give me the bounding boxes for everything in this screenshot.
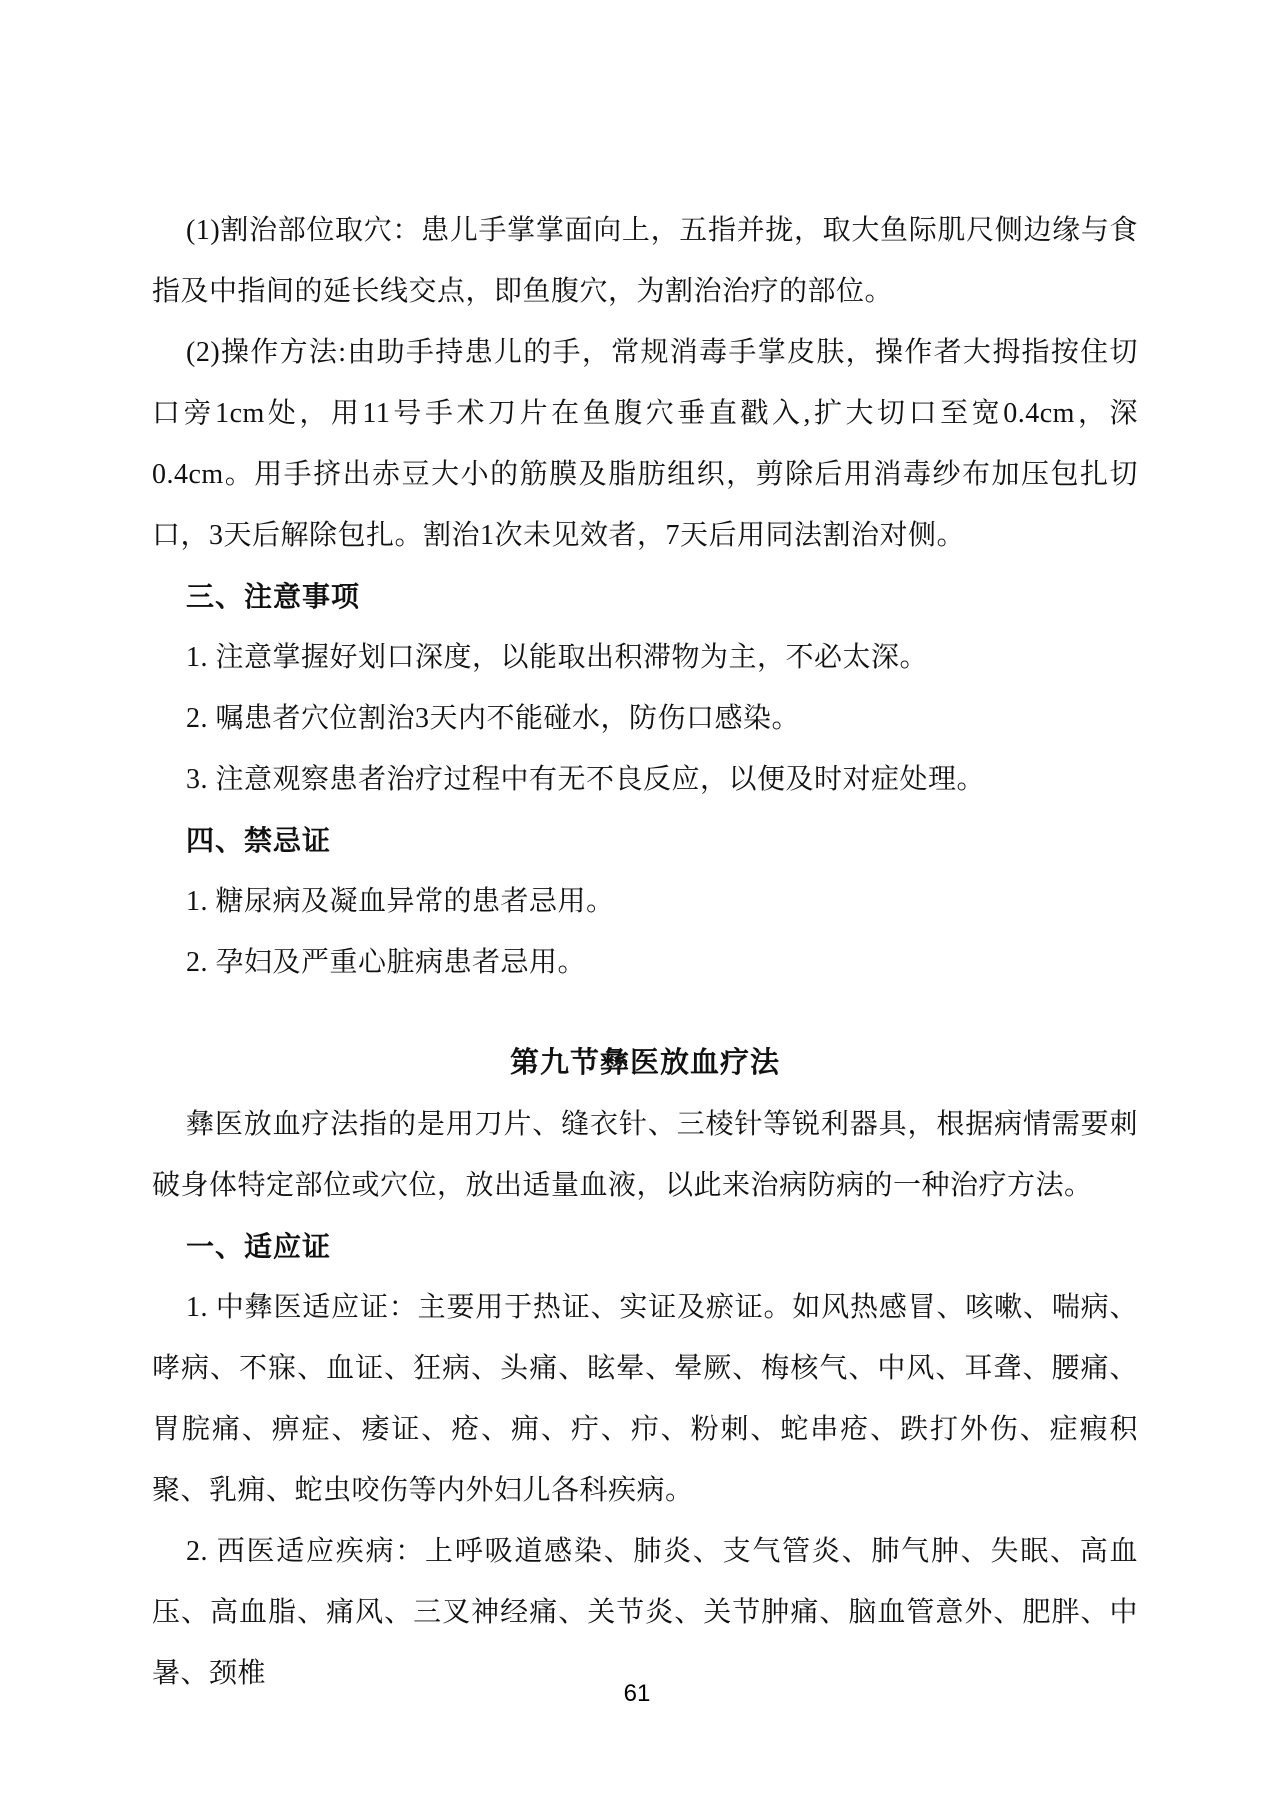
precaution-item: 1. 注意掌握好划口深度，以能取出积滞物为主，不必太深。 <box>186 642 929 673</box>
paragraph-procedure-point: (1)割治部位取穴：患儿手掌掌面向上，五指并拢，取大鱼际肌尺侧边缘与食指及中指间的延长线交点，即鱼腹穴，为割治治疗的部位。 <box>152 215 1138 307</box>
heading-indications: 一、适应证 <box>186 1231 332 1262</box>
paragraph-procedure-method: (2)操作方法:由助手持患儿的手，常规消毒手掌皮肤，操作者大拇指按住切口旁1cm处，用11号手术刀片在鱼腹穴垂直戳入,扩大切口至宽0.4cm，深0.4cm。用手挤出赤豆大小的筋膜及脂肪组织，剪除后用消毒纱布加压包扎切口，3天后解除包扎。割治1次未见效者，7天后用同法割治对侧。 <box>152 337 1138 551</box>
contraindication-item: 1. 糖尿病及凝血异常的患者忌用。 <box>186 886 615 917</box>
precaution-item: 2. 嘱患者穴位割治3天内不能碰水，防伤口感染。 <box>186 703 801 734</box>
heading-contraindications: 四、禁忌证 <box>186 825 332 856</box>
section-title-bloodletting-therapy: 第九节彝医放血疗法 <box>509 1047 780 1079</box>
document-text-area <box>152 200 1138 1704</box>
precaution-item: 3. 注意观察患者治疗过程中有无不良反应，以便及时对症处理。 <box>186 764 986 795</box>
contraindication-item: 2. 孕妇及严重心脏病患者忌用。 <box>186 947 587 978</box>
paragraph-section-intro: 彝医放血疗法指的是用刀片、缝衣针、三棱针等锐利器具，根据病情需要刺破身体特定部位或穴位，放出适量血液，以此来治病防病的一种治疗方法。 <box>152 1109 1138 1201</box>
heading-precautions: 三、注意事项 <box>186 581 361 612</box>
indications-item: 2. 西医适应疾病：上呼吸道感染、肺炎、支气管炎、肺气肿、失眠、高血压、高血脂、痛风、三叉神经痛、关节炎、关节肿痛、脑血管意外、肥胖、中暑、颈椎 <box>152 1536 1138 1689</box>
indications-item: 1. 中彝医适应证：主要用于热证、实证及瘀证。如风热感冒、咳嗽、喘病、哮病、不寐、血证、狂病、头痛、眩晕、晕厥、梅核气、中风、耳聋、腰痛、胃脘痛、痹症、痿证、疮、痈、疔、疖、粉刺、蛇串疮、跌打外伤、症瘕积聚、乳痈、蛇虫咬伤等内外妇儿各科疾病。 <box>152 1292 1138 1506</box>
page-number: 61 <box>623 1680 651 1707</box>
